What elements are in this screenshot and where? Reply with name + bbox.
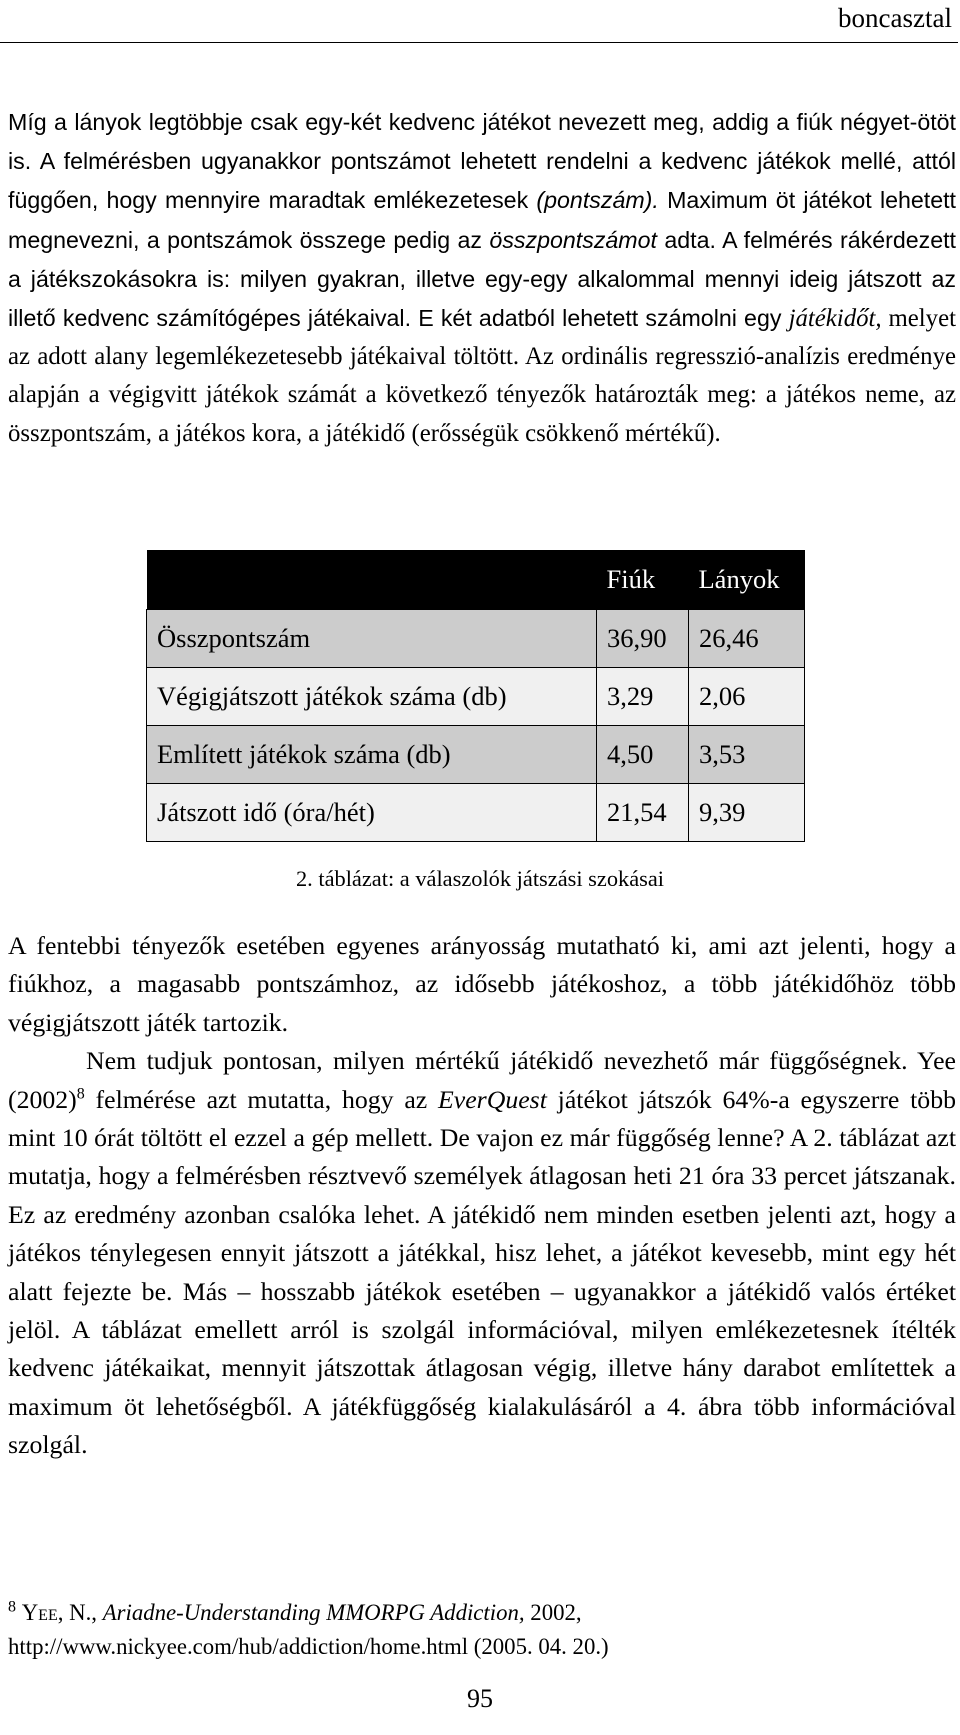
row-label: Összpontszám <box>147 610 597 668</box>
row-lanyok: 26,46 <box>689 610 805 668</box>
footnote-author: Yee, N., <box>21 1600 97 1625</box>
row-fiuk: 21,54 <box>597 784 689 842</box>
para1-text-2: Maximum öt játékot lehetett megnevezni, a pontszámok összege pedig az <box>8 187 956 253</box>
footnote-ref: 8 <box>76 1085 85 1103</box>
footnote-number: 8 <box>8 1598 16 1616</box>
running-title: boncasztal <box>838 3 952 33</box>
row-label: Játszott idő (óra/hét) <box>147 784 597 842</box>
table-row <box>147 668 805 726</box>
p2-italic: EverQuest <box>438 1084 547 1114</box>
p2-text-b: felmérése azt mutatta, hogy az <box>84 1084 438 1114</box>
table-row <box>147 784 805 842</box>
table-row <box>147 610 805 668</box>
row-lanyok: 2,06 <box>689 668 805 726</box>
page-number: 95 <box>467 1684 493 1713</box>
p2-text-c: játékot játszók 64%-a egyszerre több mint 10 órát töltött el ezzel a gép mellett. De vajon ez már függőség lenne? A 2. táblázat azt mutatja, hogy a felmérésben résztvevő személyek átlagosan heti 21 óra 33 percet játszanak. Ez az eredmény azonban csalóka lehet. A játékidő nem minden esetben jelenti azt, hogy a játékos ténylegesen ennyit játszott a játékkal, hisz lehet, a játékot kevesebb, mint egy hét alatt fejezte be. Más – hosszabb játékok esetében – ugyanakkor a játékidő valós értéket jelöl. A táblázat emellett arról is szolgál információval, milyen emlékezetesnek ítélték kedvenc játékaikat, mennyit játszottak átlagosan végig, illetve hány darabot említettek a maximum öt lehetőségből. A játékfüggőség kialakulásáról a 4. ábra több információval szolgál. <box>8 1084 956 1460</box>
row-lanyok: 3,53 <box>689 726 805 784</box>
footnote-year: 2002, <box>524 1600 582 1625</box>
para1-italic-1: (pontszám). <box>536 187 659 214</box>
table-caption: 2. táblázat: a válaszolók játszási szokásai <box>295 866 665 891</box>
para1-italic-3: játékidőt, <box>788 305 882 333</box>
para1-text-1: Míg a lányok legtöbbje csak egy-két kedvenc játékot nevezett meg, addig a fiúk négyet-ötöt is. A felmérésben ugyanakkor pontszámot lehetett rendelni a kedvenc játékok mellé, attól függően, hogy mennyire maradtak emlékezetesek <box>8 109 956 214</box>
body-text <box>8 927 956 1465</box>
row-fiuk: 3,29 <box>597 668 689 726</box>
table-row <box>147 726 805 784</box>
row-lanyok: 9,39 <box>689 784 805 842</box>
table-header-lanyok: Lányok <box>689 550 805 610</box>
row-label: Végigjátszott játékok száma (db) <box>147 668 597 726</box>
intro-paragraph <box>8 103 956 453</box>
para1-text-4: melyet az adott alany legemlékezetesebb játékaival töltött. Az ordinális regresszió-analízis eredménye alapján a végigvitt játékok számát a következő tényezők határozták meg: a játékos neme, az összpontszám, a játékos kora, a játékidő (erősségük csökkenő mértékű). <box>8 305 956 447</box>
p2-text-a: Nem tudjuk pontosan, milyen mértékű játékidő nevezhető már függőségnek. Yee (2002) <box>8 1046 956 1114</box>
body-paragraph-2 <box>8 1042 956 1464</box>
stats-table <box>146 550 805 842</box>
para1-text-3: adta. A felmérés rákérdezett a játékszokásokra is: milyen gyakran, illetve egy-egy alkalommal mennyi ideig játszott az illető kedvenc számítógépes játékaival. E két adatból lehetett számolni egy <box>8 226 956 332</box>
row-label: Említett játékok száma (db) <box>147 726 597 784</box>
row-fiuk: 4,50 <box>597 726 689 784</box>
body-paragraph-1: A fentebbi tényezők esetében egyenes arányosság mutatható ki, ami azt jelenti, hogy a fiúkhoz, a magasabb pontszámhoz, az idősebb játékoshoz, a több játékidőhöz több végigjátszott játék tartozik. <box>8 931 956 1037</box>
footnote-url: http://www.nickyee.com/hub/addiction/home.html (2005. 04. 20.) <box>8 1634 609 1659</box>
para1-italic-2: összpontszámot <box>489 226 657 253</box>
table-header-fiuk: Fiúk <box>597 550 689 610</box>
table-header-row <box>147 550 805 610</box>
page-header <box>0 0 958 43</box>
footnote <box>8 1596 956 1664</box>
row-fiuk: 36,90 <box>597 610 689 668</box>
footnote-title: Ariadne-Understanding MMORPG Addiction, <box>102 1600 525 1625</box>
table-header-empty <box>147 550 597 610</box>
stats-table-wrap <box>146 550 805 842</box>
